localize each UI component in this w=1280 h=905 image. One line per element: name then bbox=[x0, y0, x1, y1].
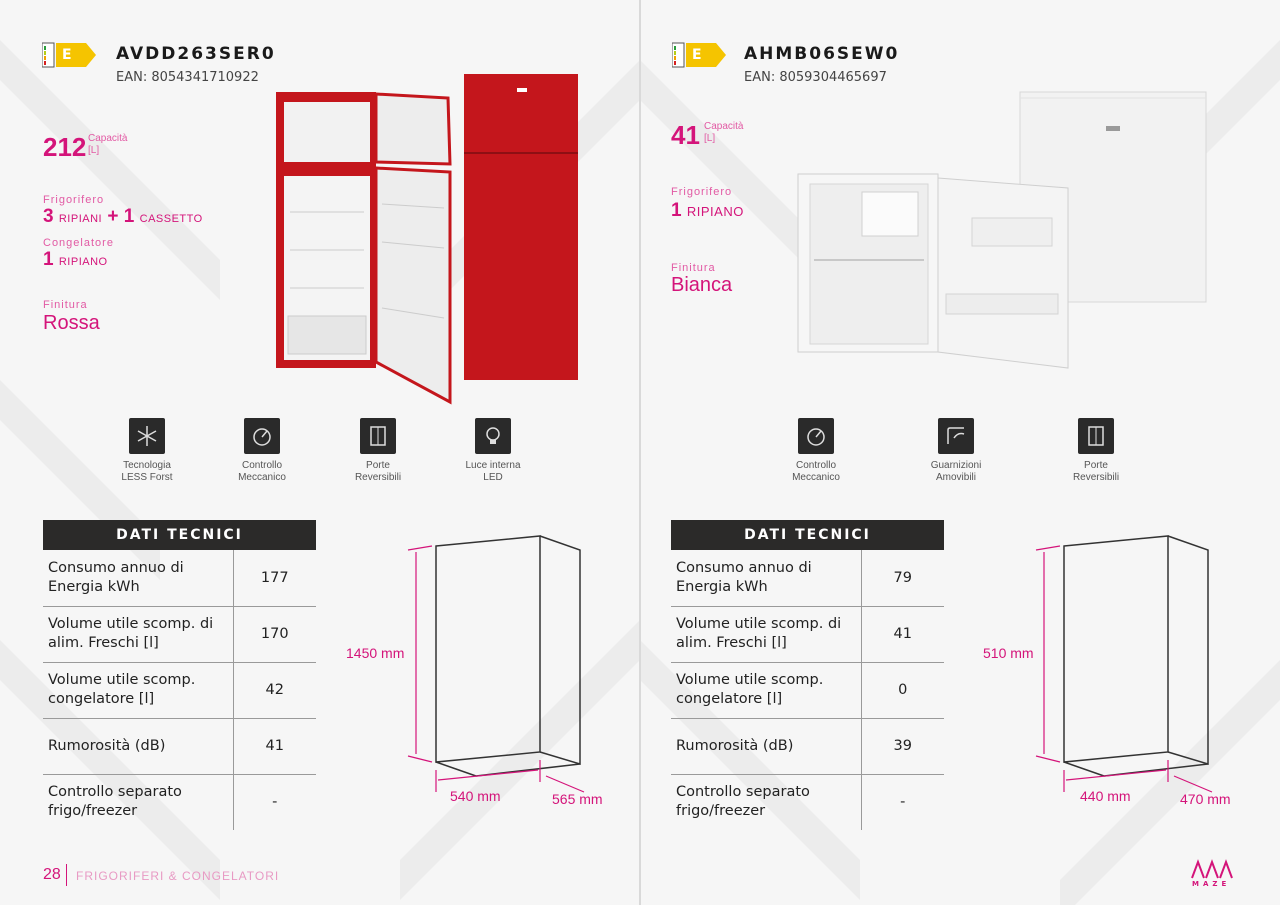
fridge-spec bbox=[43, 206, 203, 228]
bulb-icon bbox=[475, 418, 511, 454]
capacity-value: 41 bbox=[671, 120, 700, 150]
finish-label: Finitura bbox=[671, 262, 716, 274]
tech-specs-table bbox=[43, 520, 316, 830]
tech-specs-title: DATI TECNICI bbox=[671, 520, 944, 550]
freezer-shelf-unit: RIPIANO bbox=[58, 256, 108, 268]
spec-value: 0 bbox=[861, 662, 944, 718]
table-row bbox=[43, 662, 316, 718]
spec-label: Volume utile scomp. di alim. Freschi [l] bbox=[671, 606, 861, 662]
freezer-label: Congelatore bbox=[43, 237, 114, 249]
tech-specs-table bbox=[671, 520, 944, 830]
feature-label: Controllo Meccanico bbox=[238, 460, 286, 483]
gasket-icon bbox=[938, 418, 974, 454]
model-name: AHMB06SEW0 bbox=[744, 44, 900, 64]
door-icon bbox=[1078, 418, 1114, 454]
freezer-shelf-count: 1 bbox=[43, 249, 54, 270]
capacity-value: 212 bbox=[43, 132, 87, 162]
model-name: AVDD263SER0 bbox=[116, 44, 276, 64]
tech-specs-title: DATI TECNICI bbox=[43, 520, 316, 550]
capacity-label: Capacità bbox=[704, 121, 744, 132]
finish-value: Bianca bbox=[671, 274, 733, 296]
fridge-drawer-unit: CASSETTO bbox=[139, 213, 203, 225]
fridge-drawer-count: 1 bbox=[123, 206, 135, 227]
brand-name: MAZE bbox=[1192, 880, 1231, 888]
spec-label: Rumorosità (dB) bbox=[43, 718, 233, 774]
finish-label: Finitura bbox=[43, 299, 88, 311]
capacity-unit: [L] bbox=[704, 133, 716, 144]
section-title: FRIGORIFERI & CONGELATORI bbox=[76, 869, 280, 883]
feature-label: Luce interna LED bbox=[465, 460, 521, 483]
table-row bbox=[671, 774, 944, 830]
ean-code: EAN: 8054341710922 bbox=[116, 70, 259, 85]
spec-label: Controllo separato frigo/freezer bbox=[48, 784, 182, 820]
spec-label: Volume utile scomp. congelatore [l] bbox=[671, 662, 861, 718]
fridge-shelf-unit: RIPIANI bbox=[58, 213, 103, 225]
product-image bbox=[796, 88, 1216, 372]
spec-label: Consumo annuo di Energia kWh bbox=[43, 550, 233, 606]
spec-value: 41 bbox=[233, 718, 316, 774]
freezer-spec bbox=[43, 249, 108, 271]
product-image bbox=[272, 72, 584, 408]
feature-label: Porte Reversibili bbox=[354, 460, 402, 483]
spec-value: 170 bbox=[233, 606, 316, 662]
spec-label: Volume utile scomp. congelatore [l] bbox=[43, 662, 233, 718]
height-dimension: 1450 mm bbox=[346, 645, 405, 661]
dial-icon bbox=[798, 418, 834, 454]
fridge-label: Frigorifero bbox=[43, 194, 105, 206]
spec-value: 177 bbox=[233, 550, 316, 606]
fridge-shelf-unit: RIPIANO bbox=[686, 204, 744, 219]
feature-removable-gaskets bbox=[906, 418, 1006, 484]
depth-dimension: 565 mm bbox=[552, 791, 603, 807]
footer-separator bbox=[66, 864, 67, 886]
page-divider bbox=[639, 0, 641, 905]
table-row bbox=[43, 718, 316, 774]
width-dimension: 540 mm bbox=[450, 788, 501, 804]
table-row bbox=[671, 550, 944, 606]
dial-icon bbox=[244, 418, 280, 454]
page-number: 28 bbox=[43, 866, 61, 883]
spec-label: Volume utile scomp. di alim. Freschi [l] bbox=[43, 606, 233, 662]
spec-label: Controllo separato frigo/freezer bbox=[676, 784, 810, 820]
feature-reversible-doors bbox=[1046, 418, 1146, 484]
width-dimension: 440 mm bbox=[1080, 788, 1131, 804]
feature-mechanical-control bbox=[766, 418, 866, 484]
capacity-unit: [L] bbox=[88, 145, 100, 156]
spec-value: - bbox=[861, 774, 944, 830]
dimension-diagram bbox=[388, 530, 618, 820]
feature-label: Tecnologia LESS Forst bbox=[121, 460, 173, 483]
feature-label: Guarnizioni Amovibili bbox=[930, 460, 982, 483]
spec-label: Consumo annuo di Energia kWh bbox=[671, 550, 861, 606]
fridge-shelf-count: 1 bbox=[671, 200, 682, 221]
fridge-shelf-count: 3 bbox=[43, 206, 54, 227]
fridge-spec bbox=[671, 200, 744, 222]
table-row bbox=[671, 718, 944, 774]
depth-dimension: 470 mm bbox=[1180, 791, 1231, 807]
feature-reversible-doors bbox=[328, 418, 428, 484]
feature-led-light bbox=[443, 418, 543, 484]
feature-label: Controllo Meccanico bbox=[792, 460, 840, 483]
spec-value: 42 bbox=[233, 662, 316, 718]
feature-mechanical-control bbox=[212, 418, 312, 484]
right-page bbox=[640, 0, 1280, 905]
capacity-label: Capacità bbox=[88, 133, 128, 144]
door-icon bbox=[360, 418, 396, 454]
table-row bbox=[43, 774, 316, 830]
spec-value: - bbox=[233, 774, 316, 830]
table-row bbox=[671, 662, 944, 718]
spec-value: 79 bbox=[861, 550, 944, 606]
energy-class-letter: E bbox=[692, 47, 702, 63]
ean-code: EAN: 8059304465697 bbox=[744, 70, 887, 85]
spec-value: 39 bbox=[861, 718, 944, 774]
table-row bbox=[43, 606, 316, 662]
snowflake-icon bbox=[129, 418, 165, 454]
energy-class-letter: E bbox=[62, 47, 72, 63]
table-row bbox=[671, 606, 944, 662]
spec-label: Rumorosità (dB) bbox=[671, 718, 861, 774]
feature-label: Porte Reversibili bbox=[1072, 460, 1120, 483]
feature-less-frost bbox=[97, 418, 197, 484]
fridge-label: Frigorifero bbox=[671, 186, 733, 198]
dimension-diagram bbox=[1016, 530, 1246, 820]
spec-value: 41 bbox=[861, 606, 944, 662]
finish-value: Rossa bbox=[43, 312, 100, 334]
plus-sign: + bbox=[107, 206, 119, 227]
table-row bbox=[43, 550, 316, 606]
height-dimension: 510 mm bbox=[983, 645, 1034, 661]
